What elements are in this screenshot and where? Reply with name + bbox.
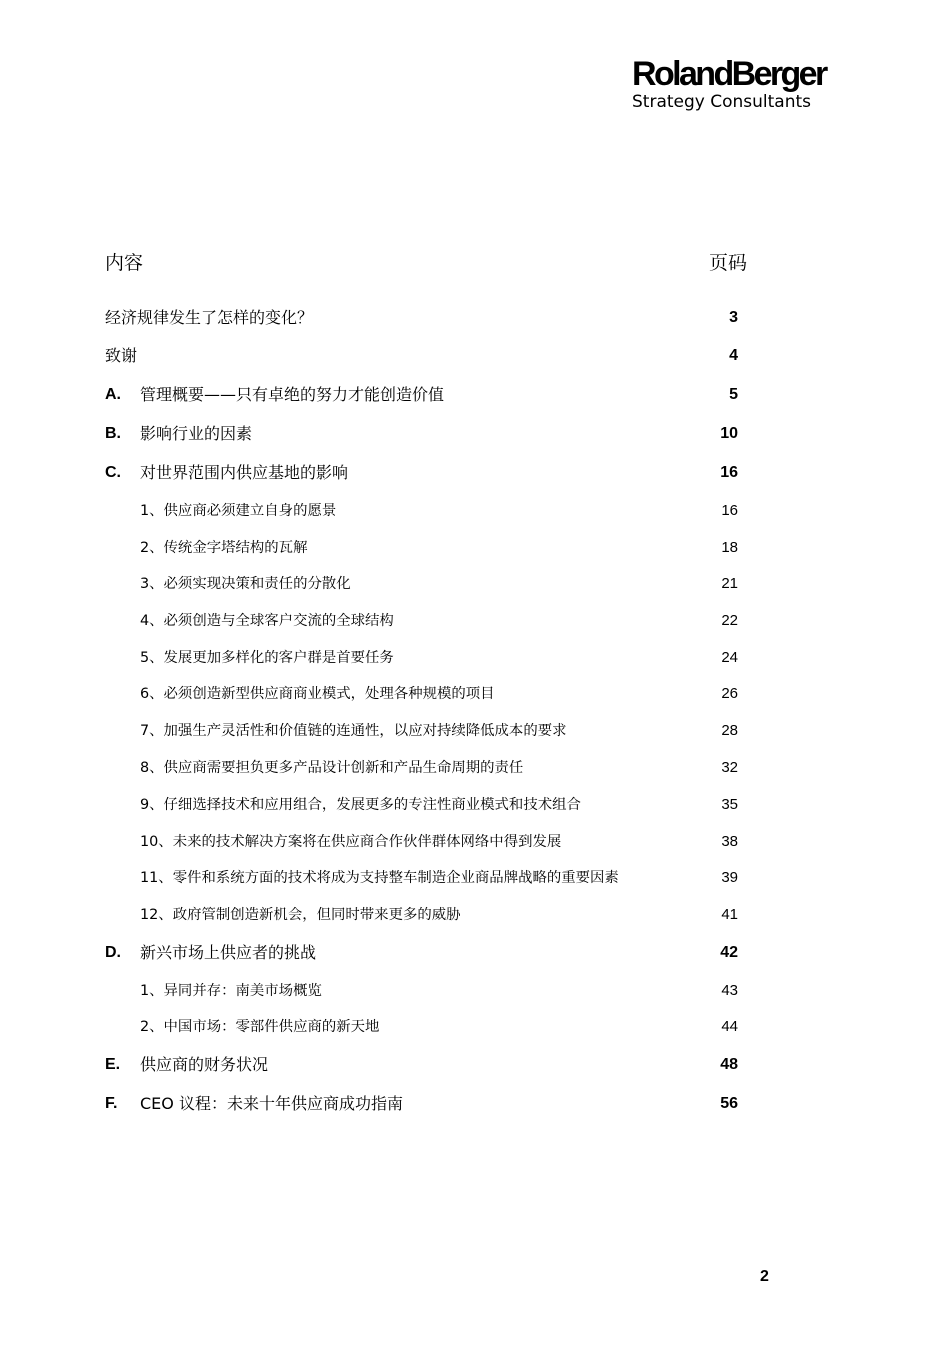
toc-entry-title: 影响行业的因素 (140, 424, 253, 443)
toc-entry-letter: A. (105, 386, 121, 403)
toc-entry-letter: C. (105, 464, 121, 481)
toc-entry-title: 3、必须实现决策和责任的分散化 (140, 576, 351, 592)
toc-entry (105, 646, 738, 670)
toc-entry-title: 7、加强生产灵活性和价值链的连通性，以应对持续降低成本的要求 (140, 723, 567, 739)
toc-entry-page: 41 (721, 906, 738, 923)
toc-header-page: 页码 (708, 252, 747, 274)
toc-entry-page: 10 (720, 425, 738, 442)
toc-entry (105, 682, 738, 706)
toc-entry (105, 1015, 738, 1039)
toc-entry-page: 35 (721, 796, 738, 813)
toc-entry (105, 830, 738, 854)
toc-entry-title: 1、异同并存：南美市场概览 (140, 983, 322, 999)
page-number: 2 (760, 1268, 769, 1285)
toc-entry (105, 941, 738, 965)
logo-brand: RolandBerger (632, 55, 826, 93)
toc-entry (105, 979, 738, 1003)
toc-entry (105, 1053, 738, 1077)
toc-entry-title: 致谢 (105, 346, 138, 365)
toc-entry-title: 1、供应商必须建立自身的愿景 (140, 503, 337, 519)
toc-entry-page: 42 (720, 944, 738, 961)
toc-entry (105, 866, 738, 890)
toc-entry (105, 609, 738, 633)
toc-entry-page: 16 (720, 464, 738, 481)
toc-entry-page: 24 (721, 649, 738, 666)
toc-entry (105, 306, 738, 330)
toc-entry-letter: E. (105, 1056, 121, 1073)
toc-entry-title: 经济规律发生了怎样的变化？ (105, 308, 314, 327)
toc-entry (105, 536, 738, 560)
toc-entry-page: 16 (721, 502, 738, 519)
toc-entry-page: 21 (721, 575, 738, 592)
toc-entry-page: 56 (720, 1095, 738, 1112)
toc-entry-page: 4 (729, 347, 738, 364)
toc-entry-page: 48 (720, 1056, 738, 1073)
toc-entry (105, 344, 738, 368)
toc-entry-title: 新兴市场上供应者的挑战 (140, 943, 317, 962)
toc-entry-letter: D. (105, 944, 121, 961)
toc-entry-title: 9、仔细选择技术和应用组合，发展更多的专注性商业模式和技术组合 (140, 797, 581, 813)
toc-entry (105, 719, 738, 743)
toc-entry-page: 44 (721, 1018, 738, 1035)
toc-entry-letter: B. (105, 425, 121, 442)
toc-entry-page: 22 (721, 612, 738, 629)
toc-entry-title: 对世界范围内供应基地的影响 (140, 463, 349, 482)
toc-entry-page: 3 (729, 309, 738, 326)
logo-tagline: Strategy Consultants (632, 92, 812, 112)
toc-entry (105, 499, 738, 523)
toc-entry-title: 10、未来的技术解决方案将在供应商合作伙伴群体网络中得到发展 (140, 834, 562, 850)
toc-header (105, 250, 747, 276)
toc-entry-page: 26 (721, 685, 738, 702)
toc-entry (105, 1092, 738, 1116)
toc-entry-page: 39 (721, 869, 738, 886)
toc-entry (105, 422, 738, 446)
toc-entry (105, 793, 738, 817)
toc-entry-letter: F. (105, 1095, 118, 1112)
toc-entry-title: 2、传统金字塔结构的瓦解 (140, 540, 308, 556)
toc-entry-title: CEO 议程：未来十年供应商成功指南 (140, 1094, 403, 1113)
toc-entry-title: 2、中国市场：零部件供应商的新天地 (140, 1019, 380, 1035)
roland-berger-logo (632, 55, 852, 112)
toc-entry-page: 28 (721, 722, 738, 739)
toc-entry-page: 43 (721, 982, 738, 999)
toc-entry-page: 32 (721, 759, 738, 776)
toc-entry (105, 756, 738, 780)
toc-entry (105, 461, 738, 485)
toc-entry-page: 18 (721, 539, 738, 556)
toc-entry-title: 供应商的财务状况 (140, 1055, 269, 1074)
toc-entry-title: 8、供应商需要担负更多产品设计创新和产品生命周期的责任 (140, 760, 524, 776)
toc-entry-title: 5、发展更加多样化的客户群是首要任务 (140, 650, 394, 666)
toc-entry-title: 11、零件和系统方面的技术将成为支持整车制造企业商品牌战略的重要因素 (140, 870, 619, 886)
toc-entry-title: 12、政府管制创造新机会，但同时带来更多的威胁 (140, 907, 461, 923)
toc-entry (105, 903, 738, 927)
toc-entry-page: 38 (721, 833, 738, 850)
toc-entry (105, 572, 738, 596)
toc-header-contents: 内容 (105, 252, 144, 274)
toc-entry-title: 管理概要——只有卓绝的努力才能创造价值 (140, 385, 445, 404)
toc-entry-page: 5 (729, 386, 738, 403)
toc-entry-title: 4、必须创造与全球客户交流的全球结构 (140, 613, 394, 629)
toc-entry (105, 383, 738, 407)
toc-entry-title: 6、必须创造新型供应商商业模式，处理各种规模的项目 (140, 686, 495, 702)
